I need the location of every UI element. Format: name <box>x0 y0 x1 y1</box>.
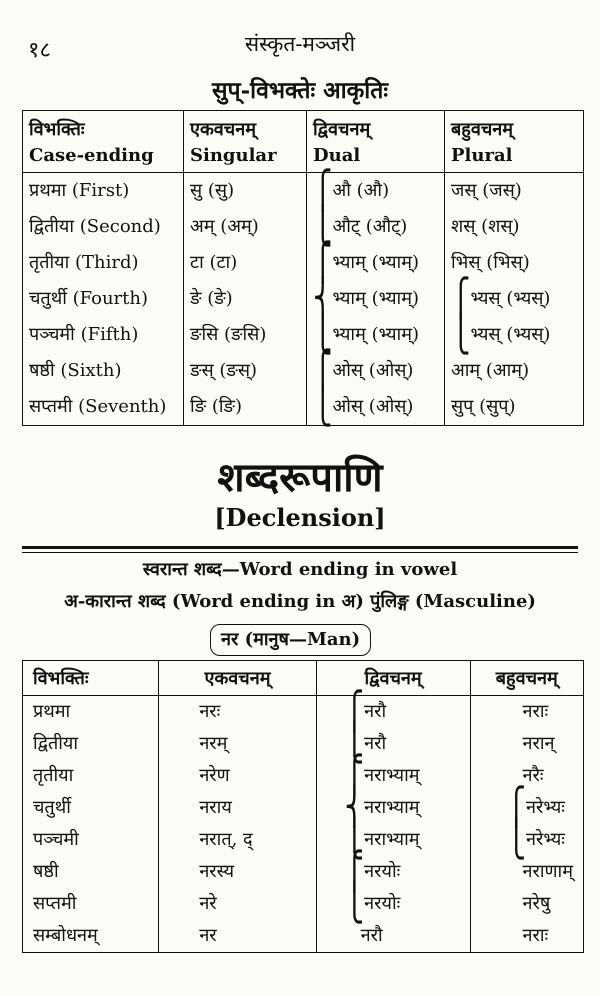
plural-cell: नरेषु <box>470 888 583 920</box>
plural-cell: नरैः <box>470 760 583 792</box>
a-ending-heading: अ-कारान्त शब्द (Word ending in अ) पुंलिङ्ग (Masculine) <box>64 591 536 612</box>
plural-value: नरेभ्यः <box>526 797 565 818</box>
brace-icon: ⎩ <box>506 819 527 861</box>
dual-cell: नरौ <box>316 920 470 953</box>
singular-cell: नरे <box>159 888 316 920</box>
header-dual-en: Dual <box>313 145 361 166</box>
plural-cell: नरान् <box>470 728 583 760</box>
dual-cell <box>316 787 470 829</box>
case-cell: षष्ठी (Sixth) <box>23 353 184 389</box>
header-plural: बहुवचनम् <box>470 661 583 696</box>
nara-declension-table <box>22 660 584 953</box>
dual-cell <box>307 314 445 356</box>
dual-value: भ्याम् (भ्याम्) <box>332 252 419 273</box>
table-row <box>23 209 584 245</box>
dual-value: नरौ <box>364 733 387 754</box>
table-row <box>23 281 584 317</box>
dual-value: भ्याम् (भ्याम्) <box>332 288 419 309</box>
plural-cell: शस् (शस्) <box>445 209 584 245</box>
case-cell: षष्ठी <box>23 856 159 888</box>
dual-cell <box>316 819 470 861</box>
case-cell: प्रथमा <box>23 696 159 729</box>
case-cell: चतुर्थी (Fourth) <box>23 281 184 317</box>
plural-value: भ्यस् (भ्यस्) <box>470 324 551 345</box>
dual-cell <box>307 242 445 284</box>
table-row <box>23 173 584 210</box>
section-title: शब्दरूपाणि <box>217 454 383 501</box>
brace-icon: ⎧ <box>313 170 333 212</box>
sup-endings-table <box>22 110 584 426</box>
singular-cell: नराय <box>159 792 316 824</box>
dual-cell <box>307 350 445 392</box>
plural-cell: नराः <box>470 920 583 953</box>
table-row <box>23 728 584 760</box>
header-singular-dev: एकवचनम् <box>190 119 256 140</box>
divider <box>22 546 578 549</box>
stem-label: नर (मानुष—Man) <box>210 624 371 656</box>
dual-cell <box>316 691 470 733</box>
table-row <box>23 389 584 426</box>
header-plural-dev: बहुवचनम् <box>451 119 514 140</box>
dual-value: नरौ <box>364 701 387 722</box>
plural-cell <box>470 787 583 829</box>
dual-value: नराभ्याम् <box>364 829 420 850</box>
case-cell: पञ्चमी <box>23 824 159 856</box>
divider <box>22 552 578 553</box>
dual-value: नरयोः <box>364 861 401 882</box>
table-row <box>23 317 584 353</box>
case-cell: चतुर्थी <box>23 792 159 824</box>
dual-value: नरयोः <box>364 893 401 914</box>
table-row <box>23 824 584 856</box>
brace-icon: ⎧ <box>344 851 365 893</box>
dual-value: नराभ्याम् <box>364 797 420 818</box>
case-cell: सप्तमी (Seventh) <box>23 389 184 426</box>
plural-cell: नराः <box>470 696 583 729</box>
brace-icon: ⎩ <box>313 386 333 428</box>
dual-value: औट् (औट्) <box>332 216 408 237</box>
page-number: १८ <box>28 38 51 63</box>
singular-cell: टा (टा) <box>184 245 307 281</box>
section-subtitle: [Declension] <box>214 503 386 532</box>
singular-cell: अम् (अम्) <box>184 209 307 245</box>
dual-value: ओस् (ओस्) <box>332 360 414 381</box>
case-cell: तृतीया (Third) <box>23 245 184 281</box>
brace-icon: ⎧ <box>344 755 365 797</box>
table-row <box>23 888 584 920</box>
brace-icon: ⎨ <box>313 278 333 320</box>
table-header-row <box>23 661 584 696</box>
brace-icon: ⎩ <box>344 883 365 925</box>
header-singular: एकवचनम् <box>159 661 316 696</box>
header-case: विभक्तिः <box>23 661 159 696</box>
singular-cell: ङसि (ङसि) <box>184 317 307 353</box>
table-row <box>23 920 584 953</box>
singular-cell: नरस्य <box>159 856 316 888</box>
brace-icon: ⎩ <box>313 206 333 248</box>
header-plural-en: Plural <box>451 145 513 166</box>
singular-cell: ङे (ङे) <box>184 281 307 317</box>
header-dual: द्विवचनम् <box>316 661 470 696</box>
brace-icon: ⎧ <box>344 691 365 733</box>
brace-icon: ⎧ <box>506 787 527 829</box>
dual-cell <box>316 883 470 925</box>
header-case-en: Case-ending <box>29 145 154 166</box>
dual-cell <box>307 170 445 212</box>
header-case-dev: विभक्तिः <box>29 119 85 140</box>
brace-icon: ⎩ <box>451 314 471 356</box>
dual-value: नराभ्याम् <box>364 765 420 786</box>
dual-cell <box>307 278 445 320</box>
table-row <box>23 245 584 281</box>
case-cell: द्वितीया (Second) <box>23 209 184 245</box>
plural-cell: जस् (जस्) <box>445 173 584 210</box>
singular-cell: नरात्, द् <box>159 824 316 856</box>
case-cell: पञ्चमी (Fifth) <box>23 317 184 353</box>
plural-value: नरेभ्यः <box>526 829 565 850</box>
table-header-row <box>23 111 584 173</box>
singular-cell: सु (सु) <box>184 173 307 210</box>
singular-cell: नरम् <box>159 728 316 760</box>
case-cell: सप्तमी <box>23 888 159 920</box>
brace-icon: ⎨ <box>344 787 365 829</box>
header-dual-dev: द्विवचनम् <box>313 119 371 140</box>
dual-value: भ्याम् (भ्याम्) <box>332 324 419 345</box>
singular-cell: ङस् (ङस्) <box>184 353 307 389</box>
table-row <box>23 792 584 824</box>
case-cell: तृतीया <box>23 760 159 792</box>
sup-table-title: सुप्-विभक्तेः आकृतिः <box>211 77 389 104</box>
table-row <box>23 856 584 888</box>
case-cell: प्रथमा (First) <box>23 173 184 210</box>
dual-cell <box>316 755 470 797</box>
singular-cell: नर <box>159 920 316 953</box>
table-row <box>23 696 584 729</box>
plural-cell: भिस् (भिस्) <box>445 245 584 281</box>
header-singular-en: Singular <box>190 145 277 166</box>
dual-cell <box>316 851 470 893</box>
vowel-ending-heading: स्वरान्त शब्द—Word ending in vowel <box>142 559 458 580</box>
singular-cell: नरः <box>159 696 316 729</box>
plural-cell: आम् (आम्) <box>445 353 584 389</box>
case-cell: द्वितीया <box>23 728 159 760</box>
table-row <box>23 760 584 792</box>
brace-icon: ⎩ <box>344 819 365 861</box>
brace-icon: ⎧ <box>451 278 471 320</box>
plural-cell <box>445 314 584 356</box>
plural-cell <box>445 278 584 320</box>
plural-cell: नराणाम् <box>470 856 583 888</box>
dual-cell <box>307 206 445 248</box>
dual-value: औ (औ) <box>332 180 390 201</box>
plural-cell <box>470 819 583 861</box>
brace-icon: ⎧ <box>313 242 333 284</box>
brace-icon: ⎩ <box>313 314 333 356</box>
dual-cell <box>316 723 470 765</box>
running-title: संस्कृत-मञ्जरी <box>244 32 356 56</box>
brace-icon: ⎩ <box>344 723 365 765</box>
singular-cell: ङि (ङि) <box>184 389 307 426</box>
dual-value: ओस् (ओस्) <box>332 396 414 417</box>
plural-cell: सुप् (सुप्) <box>445 389 584 426</box>
brace-icon: ⎧ <box>313 350 333 392</box>
plural-value: भ्यस् (भ्यस्) <box>470 288 551 309</box>
table-row <box>23 353 584 389</box>
case-cell: सम्बोधनम् <box>23 920 159 953</box>
singular-cell: नरेण <box>159 760 316 792</box>
dual-cell <box>307 386 445 428</box>
